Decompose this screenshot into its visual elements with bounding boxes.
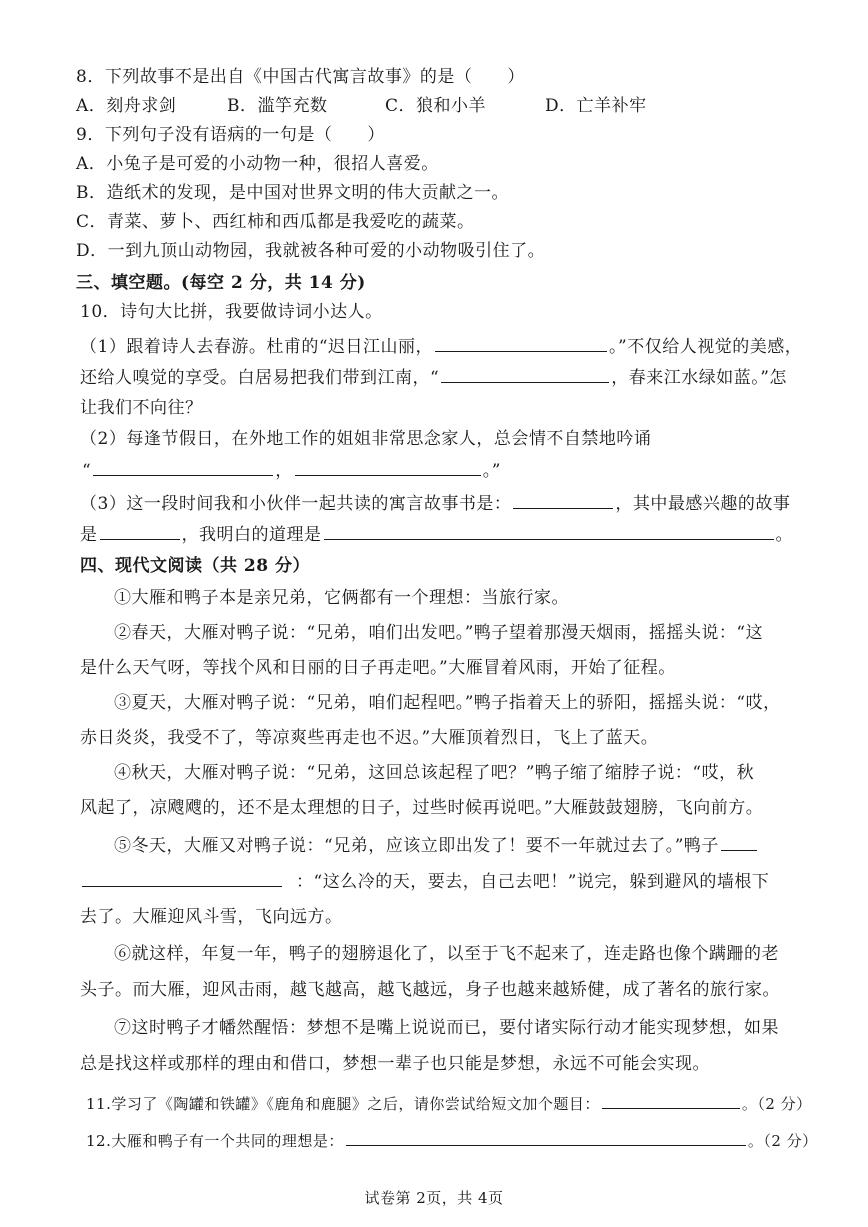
question-10-part-1-line-2 [80, 364, 787, 391]
paragraph-3-line-1: ③夏天，大雁对鸭子说：“兄弟，咱们起程吧。”鸭子指着天上的骄阳，摇摇头说：“哎， [114, 693, 781, 713]
text: ，其中最感兴趣的故事 [615, 494, 791, 514]
question-10-part-2-line-1: （2）每逢节假日，在外地工作的姐姐非常思念家人，总会情不自禁地吟诵 [80, 429, 652, 449]
question-8-stem: 8．下列故事不是出自《中国古代寓言故事》的是（ ） [76, 67, 525, 87]
question-10-stem: 10．诗句大比拼，我要做诗词小达人。 [80, 302, 383, 322]
question-10-part-1-line-1 [80, 333, 802, 360]
question-8-options [76, 93, 776, 119]
paragraph-1: ①大雁和鸭子本是亲兄弟，它俩都有一个理想：当旅行家。 [114, 588, 569, 608]
text: 。（2 分） [741, 1095, 812, 1113]
answer-blank[interactable] [346, 1127, 746, 1146]
text: 。”不仅给人视觉的美感， [609, 337, 803, 357]
paragraph-7-line-1: ⑦这时鸭子才幡然醒悟：梦想不是嘴上说说而已，要付诸实际行动才能实现梦想，如果 [114, 1018, 779, 1038]
paragraph-6-line-2: 头子。而大雁，迎风击雨，越飞越高，越飞越远，身子也越来越矫健，成了著名的旅行家。 [80, 980, 780, 1000]
option-a: A．刻舟求剑 [76, 96, 177, 116]
question-9-option-c: C．青菜、萝卜、西红柿和西瓜都是我爱吃的蔬菜。 [76, 212, 475, 232]
option-c: C．狼和小羊 [385, 96, 487, 116]
question-9-option-a: A．小兔子是可爱的小动物一种，很招人喜爱。 [76, 154, 439, 174]
question-9-option-b: B．造纸术的发现，是中国对世界文明的伟大贡献之一。 [76, 183, 509, 203]
text: 。 [775, 525, 793, 545]
paragraph-2-line-1: ②春天，大雁对鸭子说：“兄弟，咱们出发吧。”鸭子望着那漫天烟雨，摇摇头说：“这 [114, 623, 764, 643]
page-footer: 试卷第 2页，共 4页 [364, 1189, 504, 1207]
answer-blank[interactable] [100, 521, 180, 540]
paragraph-2-line-2: 是什么天气呀，等找个风和日丽的日子再走吧。”大雁冒着风雨，开始了征程。 [80, 658, 676, 678]
answer-blank[interactable] [513, 490, 613, 509]
text: “ [82, 461, 92, 481]
question-10-part-2-line-2 [82, 457, 501, 484]
answer-blank[interactable] [721, 832, 757, 851]
text: 。（2 分） [747, 1132, 818, 1150]
answer-blank[interactable] [435, 333, 607, 352]
paragraph-3-line-2: 赤日炎炎，我受不了，等凉爽些再走也不迟。”大雁顶着烈日，飞上了蓝天。 [80, 728, 659, 748]
text: 是 [80, 525, 98, 545]
option-d: D．亡羊补牢 [545, 96, 647, 116]
text: ：“这么冷的天，要去，自己去吧！”说完，躲到避风的墙根下 [296, 872, 770, 892]
text: ，春来江水绿如蓝。”怎 [611, 368, 787, 388]
question-10-part-1-line-3: 让我们不向往？ [80, 398, 203, 418]
text: （3）这一段时间我和小伙伴一起共读的寓言故事书是： [80, 494, 512, 514]
text: ，我明白的道理是 [181, 525, 322, 545]
question-10-part-3-line-1 [80, 490, 790, 517]
text: 。” [482, 461, 501, 481]
answer-blank[interactable] [602, 1090, 740, 1109]
text: 12.大雁和鸭子有一个共同的理想是： [86, 1132, 344, 1150]
section-3-heading: 三、填空题。(每空 2 分，共 14 分) [76, 273, 366, 293]
option-b: B．滥竽充数 [227, 96, 328, 116]
text: ， [275, 461, 293, 481]
text: 11.学习了《陶罐和铁罐》《鹿角和鹿腿》之后，请你尝试给短文加个题目： [86, 1095, 600, 1113]
question-11 [86, 1090, 812, 1117]
question-9-option-d: D．一到九顶山动物园，我就被各种可爱的小动物吸引住了。 [76, 241, 546, 261]
text: （1）跟着诗人去春游。杜甫的“迟日江山丽， [80, 337, 434, 357]
paragraph-7-line-2: 总是找这样或那样的理由和借口，梦想一辈子也只能是梦想，永远不可能会实现。 [80, 1054, 710, 1074]
answer-blank[interactable] [324, 521, 774, 540]
paragraph-4-line-1: ④秋天，大雁对鸭子说：“兄弟，这回总该起程了吧？”鸭子缩了缩脖子说：“哎，秋 [114, 763, 755, 783]
answer-blank[interactable] [82, 868, 282, 887]
question-10-part-3-line-2 [80, 521, 793, 548]
question-9-stem: 9．下列句子没有语病的一句是（ ） [76, 125, 385, 145]
paragraph-5-line-3: 去了。大雁迎风斗雪，飞向远方。 [80, 907, 343, 927]
answer-blank[interactable] [441, 364, 609, 383]
question-12 [86, 1127, 818, 1154]
paragraph-5-line-1 [114, 832, 759, 859]
paragraph-5-line-2 [80, 868, 769, 895]
section-4-heading: 四、现代文阅读（共 28 分） [80, 556, 310, 576]
answer-blank[interactable] [93, 457, 273, 476]
answer-blank[interactable] [295, 457, 481, 476]
text: 还给人嗅觉的享受。白居易把我们带到江南，“ [80, 368, 440, 388]
text: ⑤冬天，大雁又对鸭子说：“兄弟，应该立即出发了！要不一年就过去了。”鸭子 [114, 836, 719, 856]
paragraph-4-line-2: 风起了，凉飕飕的，还不是太理想的日子，过些时候再说吧。”大雁鼓鼓翅膀，飞向前方。 [80, 798, 764, 818]
paragraph-6-line-1: ⑥就这样，年复一年，鸭子的翅膀退化了，以至于飞不起来了，连走路也像个蹒跚的老 [114, 944, 779, 964]
